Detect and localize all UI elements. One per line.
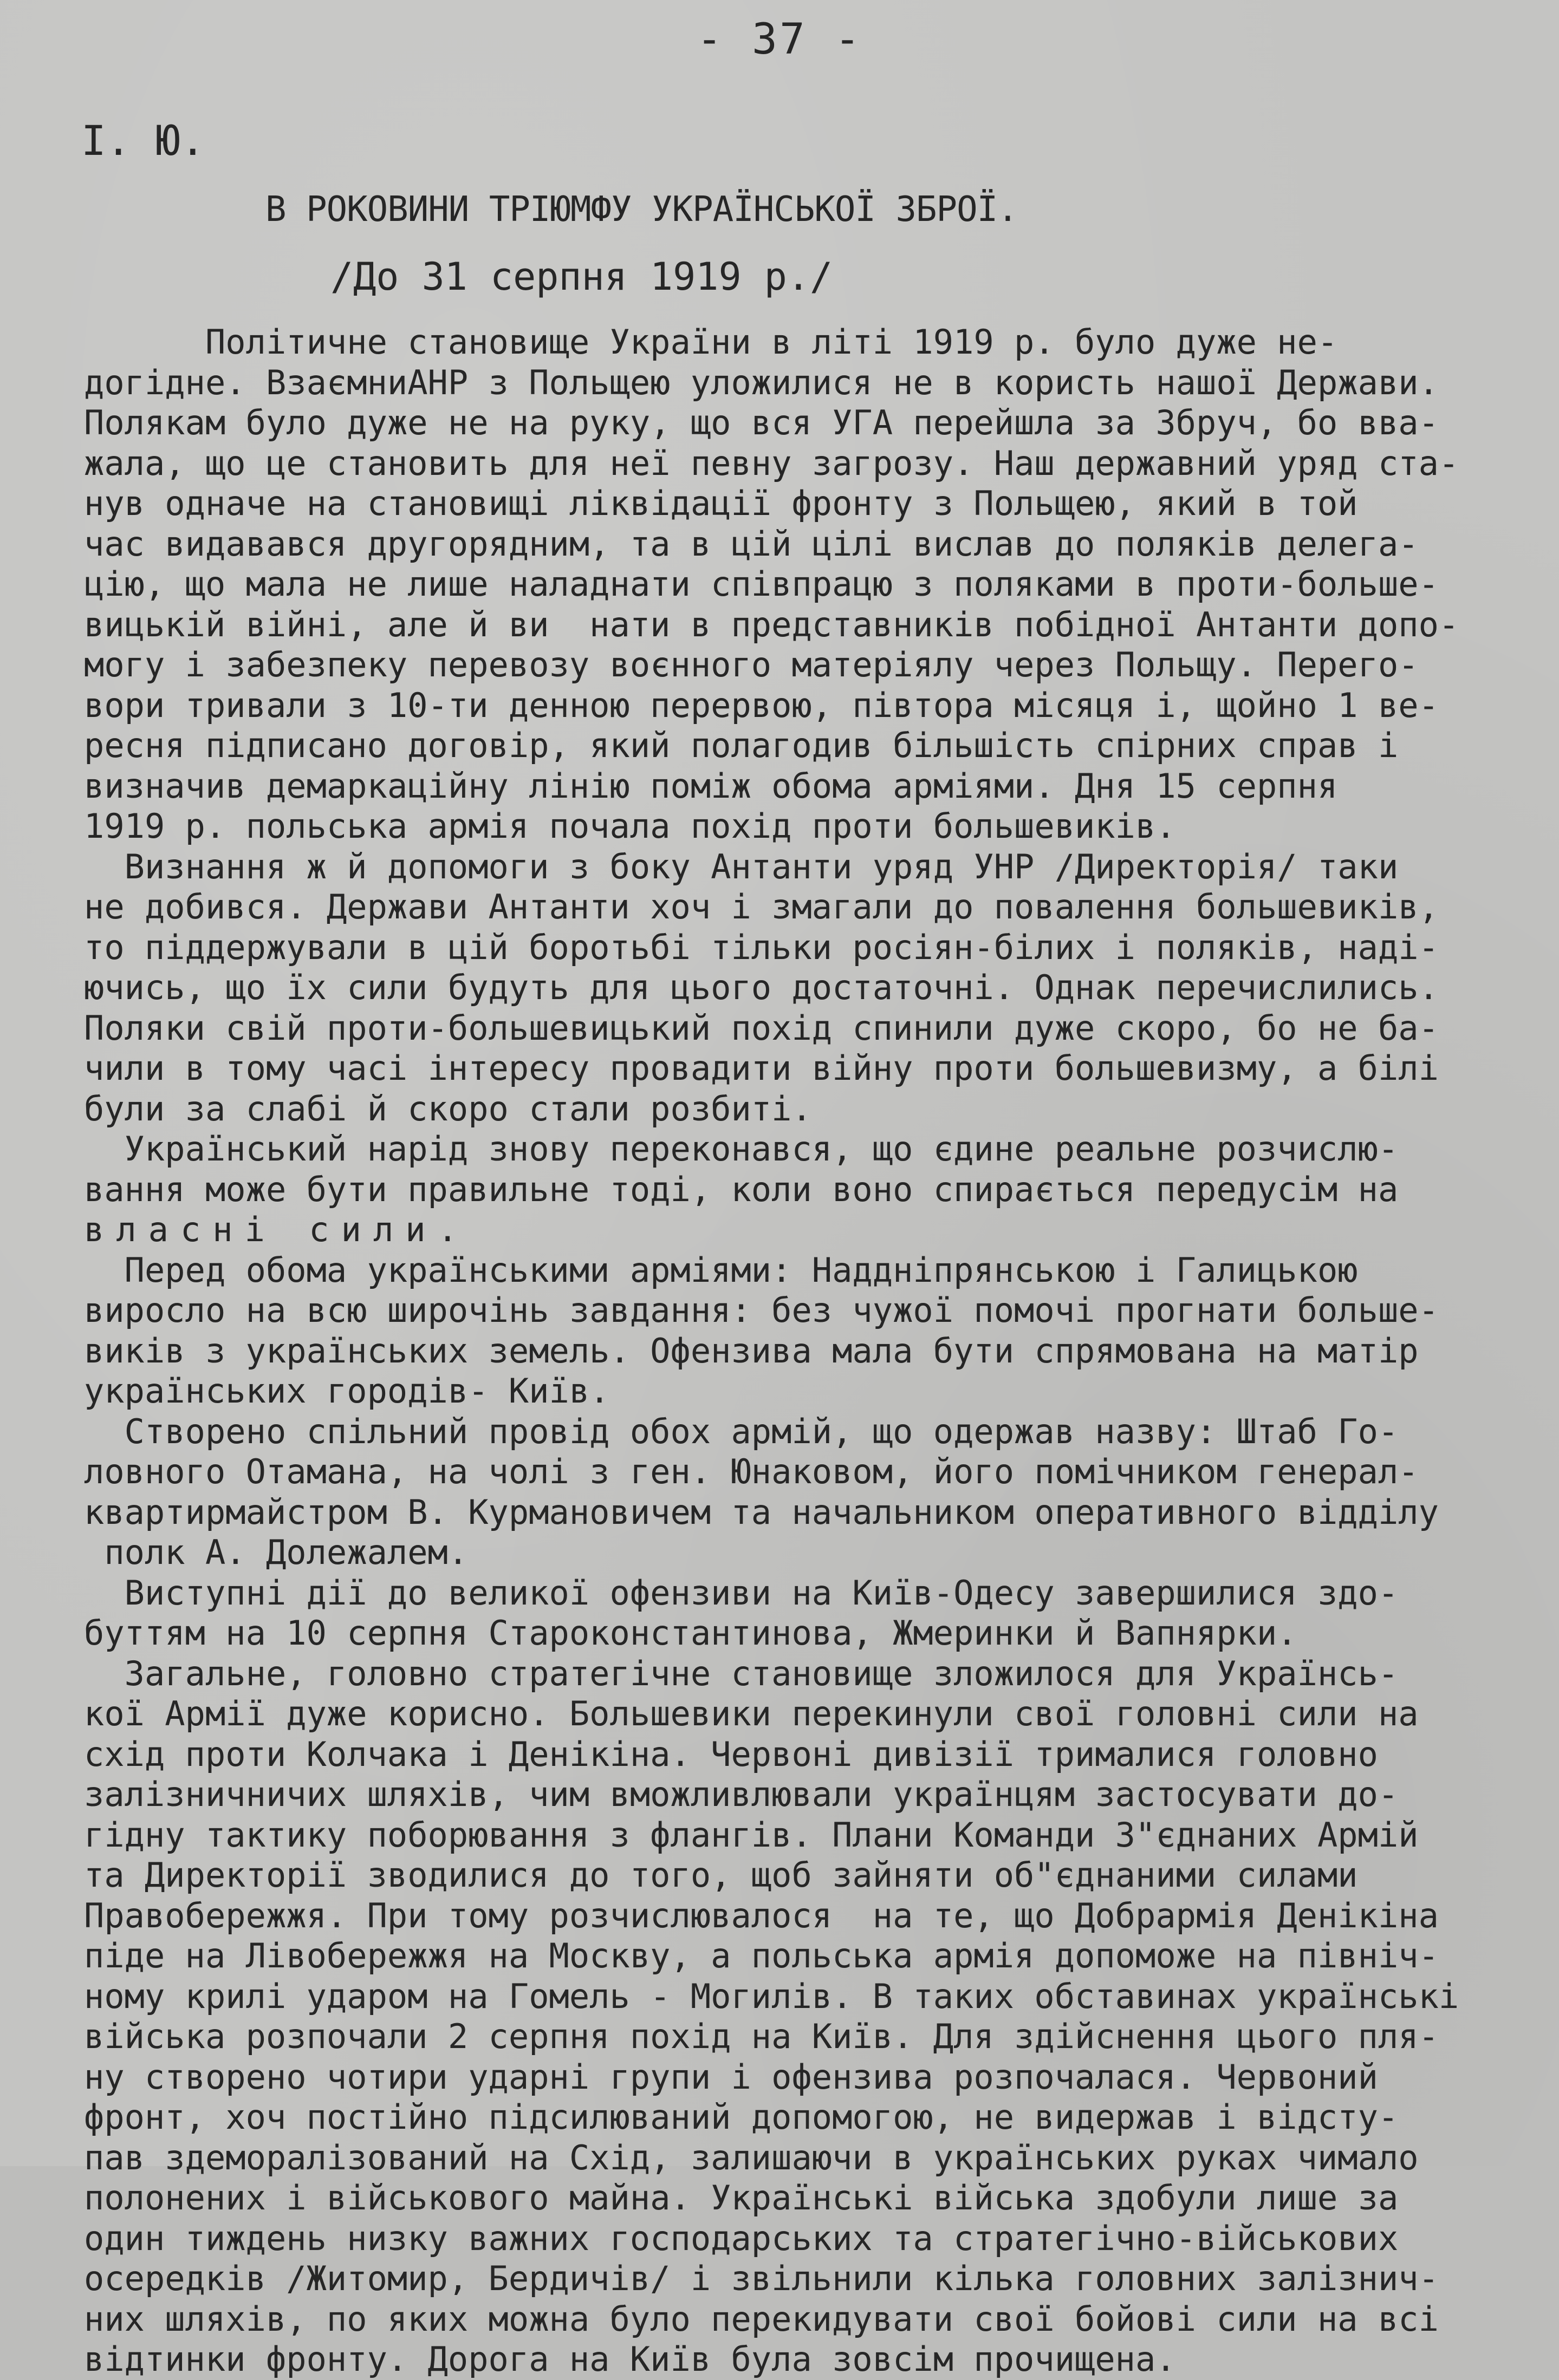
text-line: фронт, хоч постійно підсилюваний допомогою, не видержав і відсту- bbox=[84, 2097, 1399, 2137]
text-line: нув одначе на становищі ліквідації фронту з Польщею, який в той bbox=[84, 484, 1358, 523]
text-line: ючись, що їх сили будуть для цього достаточні. Однак перечислились. bbox=[84, 968, 1439, 1007]
text-line: квартирмайстром В. Курмановичем та начальником оперативного відділу bbox=[84, 1492, 1439, 1532]
text-line: цію, що мала не лише наладнати співпрацю з поляками в проти-больше- bbox=[84, 564, 1439, 604]
text-line: вання може бути правильне тоді, коли воно спирається передусім на bbox=[84, 1169, 1399, 1209]
text-line: то піддержували в цій боротьбі тільки росіян-білих і поляків, наді- bbox=[84, 927, 1439, 967]
text-line: Український нарід знову переконався, що єдине реальне розчислю- bbox=[84, 1129, 1399, 1169]
text-line: догідне. ВзаємниАНР з Польщею уложилися не в користь нашої Держави. bbox=[84, 362, 1439, 402]
text-line: Правобережжя. При тому розчислювалося на те, що Добрармія Денікіна bbox=[84, 1895, 1439, 1935]
text-line: залізничничих шляхів, чим вможливлювали українцям застосувати до- bbox=[84, 1775, 1399, 1814]
text-line: Політичне становище України в літі 1919 р. було дуже не- bbox=[84, 322, 1338, 362]
text-line: осередків /Житомир, Бердичів/ і звільнили кілька головних залізнич- bbox=[84, 2259, 1439, 2298]
text-line: могу і забезпеку перевозу воєнного матеріялу через Польщу. Перего- bbox=[84, 645, 1419, 684]
text-line: ному крилі ударом на Гомель - Могилів. В таких обставинах українські bbox=[84, 1976, 1459, 2016]
text-line: були за слабі й скоро стали розбиті. bbox=[84, 1088, 812, 1129]
text-line: один тиждень низку важних господарських та стратегічно-військових bbox=[84, 2218, 1399, 2258]
body-text bbox=[84, 322, 1487, 2380]
text-line: відтинки фронту. Дорога на Київ була зовсім прочищена. bbox=[84, 2339, 1176, 2379]
text-line: виросло на всю широчінь завдання: без чужої помочі прогнати больше- bbox=[84, 1290, 1439, 1330]
text-line: українських городів- Київ. bbox=[84, 1371, 610, 1411]
text-line: виків з українських земель. Офензива мала бути спрямована на матір bbox=[84, 1331, 1419, 1371]
text-line: Перед обома українськими арміями: Наддніпрянською і Галицькою bbox=[84, 1250, 1358, 1290]
text-line: ресня підписано договір, який полагодив більшість спірних справ і bbox=[84, 726, 1399, 765]
text-line: ловного Отамана, на чолі з ген. Юнаковом, його помічником генерал- bbox=[84, 1452, 1419, 1491]
text-line: 1919 р. польська армія почала похід проти большевиків. bbox=[84, 806, 1176, 846]
page-number: - 37 - bbox=[697, 15, 862, 64]
text-line: вицькій війні, але й ви нати в представників побідної Антанти допо- bbox=[84, 604, 1459, 644]
text-line: не добився. Держави Антанти хоч і змагали до повалення большевиків, bbox=[84, 887, 1439, 927]
text-line: гідну тактику поборювання з флангів. Плани Команди З"єднаних Армій bbox=[84, 1815, 1419, 1855]
text-line: жала, що це становить для неї певну загрозу. Наш державний уряд ста- bbox=[84, 443, 1459, 483]
text-line: війська розпочали 2 серпня похід на Київ. Для здійснення цього пля- bbox=[84, 2017, 1439, 2056]
text-line: Визнання ж й допомоги з боку Антанти уряд УНР /Директорія/ таки bbox=[84, 846, 1399, 886]
text-line: піде на Лівобережжя на Москву, а польська армія допоможе на північ- bbox=[84, 1936, 1439, 1975]
document-subtitle: /До 31 серпня 1919 р./ bbox=[330, 255, 833, 299]
text-line: них шляхів, по яких можна було перекидувати свої бойові сили на всі bbox=[84, 2299, 1439, 2339]
text-line: полк А. Долежалем. bbox=[84, 1533, 469, 1572]
text-line: кої Армії дуже корисно. Большевики перекинули свої головні сили на bbox=[84, 1694, 1419, 1733]
text-line: пав здеморалізований на Схід, залишаючи в українських руках чимало bbox=[84, 2137, 1419, 2177]
text-line: Полякам було дуже не на руку, що вся УГА перейшла за Збруч, бо вва- bbox=[84, 403, 1439, 442]
text-line: вори тривали з 10-ти денною перервою, півтора місяця і, щойно 1 ве- bbox=[84, 685, 1439, 725]
text-line: час видавався другорядним, та в цій цілі вислав до поляків делега- bbox=[84, 524, 1419, 564]
text-line: буттям на 10 серпня Староконстантинова, Жмеринки й Вапнярки. bbox=[84, 1613, 1297, 1653]
text-line: чили в тому часі інтересу провадити війну проти большевизму, а білі bbox=[84, 1048, 1439, 1088]
spaced-text-line: власні сили. bbox=[84, 1210, 470, 1249]
author-initials: I. Ю. bbox=[81, 116, 205, 165]
text-line: ну створено чотири ударні групи і офензива розпочалася. Червоний bbox=[84, 2057, 1378, 2097]
text-line: Виступні дії до великої офензиви на Київ-Одесу завершилися здо- bbox=[84, 1573, 1399, 1613]
text-line: Поляки свій проти-большевицький похід спинили дуже скоро, бо не ба- bbox=[84, 1008, 1439, 1048]
text-line: Загальне, головно стратегічне становище зложилося для Українсь- bbox=[84, 1653, 1399, 1693]
text-line: визначив демаркаційну лінію поміж обома арміями. Дня 15 серпня bbox=[84, 766, 1338, 806]
text-line: Створено спільний провід обох армій, що одержав назву: Штаб Го- bbox=[84, 1411, 1399, 1451]
text-line: схід проти Колчака і Денікіна. Червоні дивізії трималися головно bbox=[84, 1734, 1378, 1774]
text-line: та Директорії зводилися до того, щоб зайняти об"єднаними силами bbox=[84, 1855, 1358, 1895]
document-title: В РОКОВИНИ ТРІЮМФУ УКРАЇНСЬКОЇ ЗБРОЇ. bbox=[265, 190, 1018, 230]
text-line: полонених і військового майна. Українські війська здобули лише за bbox=[84, 2178, 1399, 2218]
